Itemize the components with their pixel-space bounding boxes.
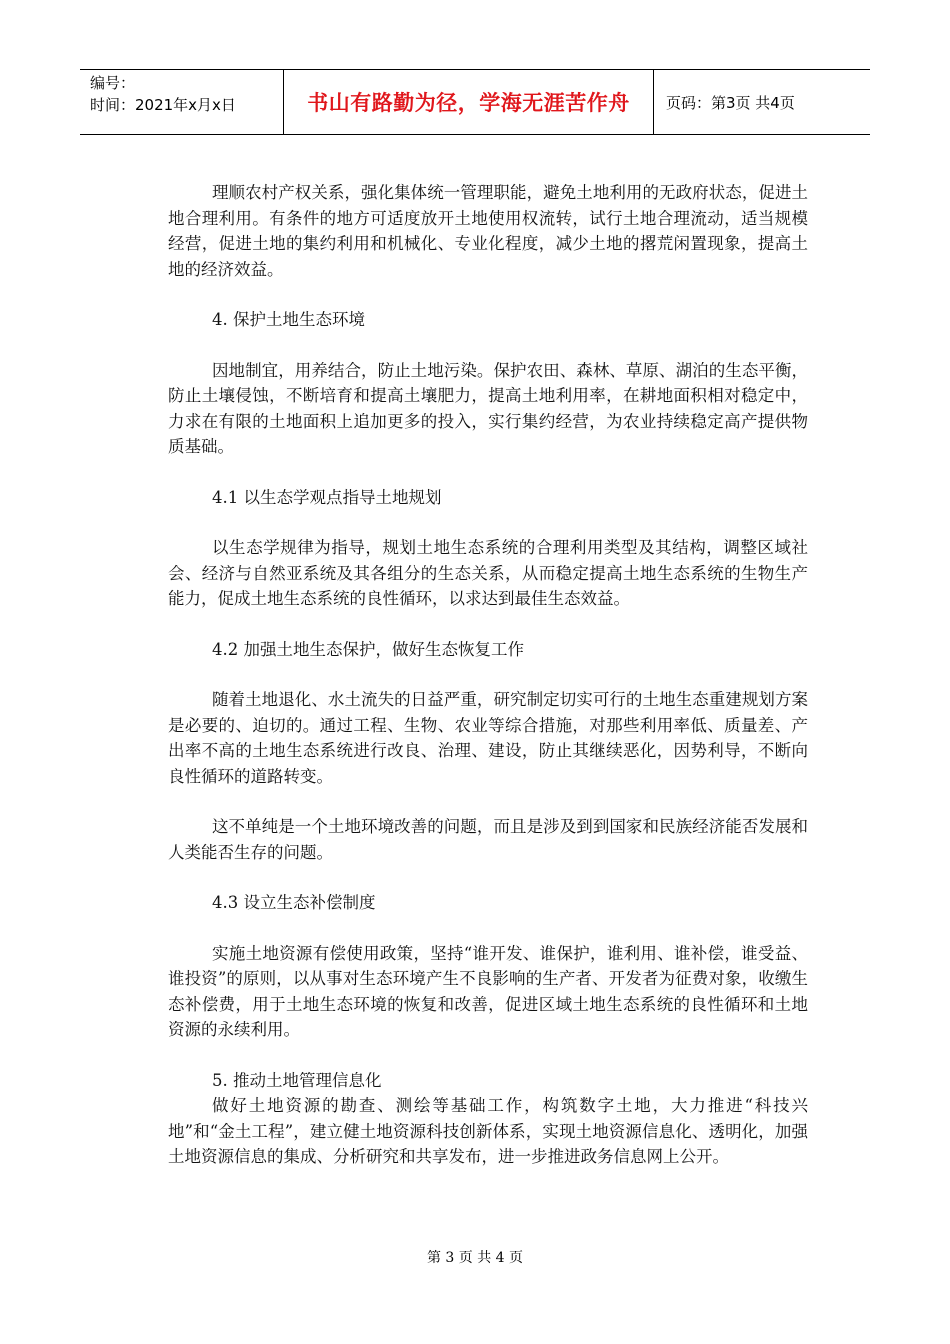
header-page-label: 页码：第3页 共4页	[666, 93, 795, 112]
heading-section-4-2: 4.2 加强土地生态保护，做好生态恢复工作	[212, 639, 524, 659]
doc-number-label: 编号：	[90, 74, 136, 92]
paragraph-land-rights: 理顺农村产权关系，强化集体统一管理职能，避免土地利用的无政府状态，促进土地合理利用。有条件的地方可适度放开土地使用权流转，试行土地合理流动，适当规模经营，促进土地的集约利用和机械化、专业化程度，减少土地的撂荒闲置现象，提高土地的经济效益。	[168, 183, 808, 279]
paragraph-ecological-planning: 以生态学规律为指导，规划土地生态系统的合理利用类型及其结构，调整区域社会、经济与自然亚系统及其各组分的生态关系，从而稳定提高土地生态系统的生物生产能力，促成土地生态系统的良性循环，以求达到最佳生态效益。	[168, 538, 808, 608]
paragraph-compensation: 实施土地资源有偿使用政策，坚持“谁开发、谁保护，谁利用、谁补偿，谁受益、谁投资”的原则，以从事对生态环境产生不良影响的生产者、开发者为征费对象，收缴生态补偿费，用于土地生态环境的恢复和改善，促进区域土地生态系统的良性循环和土地资源的永续利用。	[168, 943, 808, 1039]
paragraph-ecological-restoration: 随着土地退化、水土流失的日益严重，研究制定切实可行的土地生态重建规划方案是必要的、迫切的。通过工程、生物、农业等综合措施，对那些利用率低、质量差、产出率不高的土地生态系统进行改良、治理、建设，防止其继续恶化，因势利导，不断向良性循环的道路转变。	[168, 690, 808, 786]
header-motto: 书山有路勤为径，学海无涯苦作舟	[284, 70, 654, 134]
doc-date-label: 时间：2021年x月x日	[90, 96, 236, 114]
heading-section-4-3: 4.3 设立生态补偿制度	[212, 893, 376, 912]
header-meta	[80, 70, 284, 134]
document-body	[168, 180, 808, 1195]
page-footer: 第 3 页 共 4 页	[426, 1250, 524, 1266]
page-header	[80, 69, 870, 135]
paragraph-significance: 这不单纯是一个土地环境改善的问题，而且是涉及到到国家和民族经济能否发展和人类能否生存的问题。	[168, 817, 808, 862]
heading-section-4: 4. 保护土地生态环境	[212, 310, 365, 329]
paragraph-ecology-protection: 因地制宜，用养结合，防止土地污染。保护农田、森林、草原、湖泊的生态平衡，防止土壤侵蚀，不断培育和提高土壤肥力，提高土地利用率，在耕地面积相对稳定中，力求在有限的土地面积上追加更多的投入，实行集约经营，为农业持续稳定高产提供物质基础。	[168, 360, 808, 456]
paragraph-informatization: 做好土地资源的勘查、测绘等基础工作，构筑数字土地，大力推进“科技兴地”和“金土工程”，建立健土地资源科技创新体系，实现土地资源信息化、透明化，加强土地资源信息的集成、分析研究和共享发布，进一步推进政务信息网上公开。	[168, 1096, 808, 1166]
heading-section-4-1: 4.1 以生态学观点指导土地规划	[212, 487, 442, 507]
heading-section-5: 5. 推动土地管理信息化	[212, 1070, 382, 1090]
